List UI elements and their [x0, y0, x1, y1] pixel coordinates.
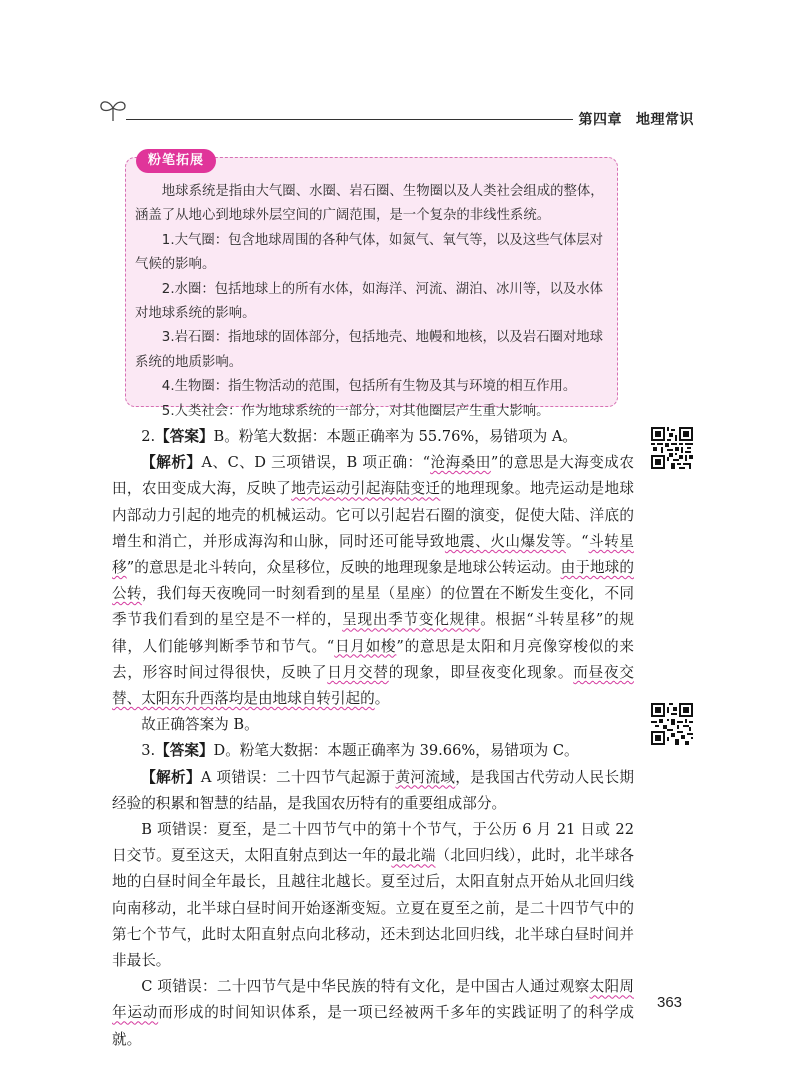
extension-intro: 地球系统是指由大气圈、水圈、岩石圈、生物圈以及人类社会组成的整体，涵盖了从地心到地球外层空间的广阔范围，是一个复杂的非线性系统。 [135, 184, 604, 224]
highlight: 地壳运动引起海陆变迁 [291, 480, 441, 498]
highlight: 由于地球的公转 [112, 559, 634, 603]
text: 的地理现象。地壳运动是地球内部动力引起的地壳的机械运动。它可以引起岩石圈的演变，促使大陆、洋底的增生和消亡，并形成海沟和山脉，同时还可能导致 [112, 480, 634, 550]
highlight: 沧海桑田 [430, 454, 491, 472]
text: ”的意思是北斗转向，众星移位，反映的地理现象是地球公转运动。 [126, 559, 561, 577]
text: B 项错误：夏至，是二十四节气中的第十个节气，于公历 6 月 21 日或 22 日交节。夏至这天，太阳直射点到达一年的 [112, 821, 634, 865]
chapter-number: 第四章 [578, 112, 622, 128]
highlight: 地震、火山爆发等 [444, 532, 566, 550]
q2-answer [112, 424, 634, 450]
page-number: 363 [657, 994, 683, 1011]
extension-item: 3.岩石圈：指地球的固体部分，包括地壳、地幔和地核，以及岩石圈对地球系统的地质影响。 [135, 330, 604, 370]
highlight: 日月如梭 [334, 637, 397, 655]
highlight: 而昼夜交替、太阳东升西落均是由地球自转引起的 [112, 663, 634, 708]
answer-section [112, 424, 634, 1053]
q3-analysis-label: 【解析】 [141, 768, 201, 786]
text: ，我们每天夜晚同一时刻看到的星星（星座）的位置在不断发生变化，不同季节我们看到的星空是不一样的， [112, 585, 634, 629]
text: 。 [374, 690, 390, 708]
chapter-title: 地理常识 [636, 112, 694, 128]
extension-content [135, 180, 609, 424]
extension-tab: 粉笔拓展 [136, 149, 216, 173]
text: ”的意思是太阳和月亮像穿梭似的来去，形容时间过得很快，反映了 [112, 637, 634, 681]
qr-code-icon[interactable] [651, 703, 693, 745]
extension-item: 5.人类社会：作为地球系统的一部分，对其他圈层产生重大影响。 [161, 403, 550, 419]
text: （北回归线），此时，北半球各地的白昼时间全年最长，且越往北越长。夏至过后，太阳直射点开始从北回归线向南移动，北半球白昼时间开始逐渐变短。立夏在夏至之前，是二十四节气中的第七个节气，此时太阳直射点向北移动，还未到达北回归线，北半球白昼时间并非最长。 [112, 847, 634, 970]
highlight: 最北端 [391, 847, 436, 865]
q2-conclusion: 故正确答案为 B。 [141, 716, 259, 734]
q3-number: 3. [141, 742, 156, 760]
highlight: 太阳周年运动 [112, 978, 634, 1022]
q2-number: 2. [141, 428, 156, 445]
highlight: 斗转星移 [112, 532, 634, 577]
extension-item: 2.水圈：包括地球上的所有水体，如海洋、河流、湖泊、冰川等，以及水体对地球系统的影响。 [135, 281, 604, 322]
q3-analysis-a [112, 765, 634, 817]
text: A、C、D 三项错误，B 项正确：“ [201, 454, 431, 472]
extension-item: 4.生物圈：指生物活动的范围，包括所有生物及其与环境的相互作用。 [161, 379, 577, 395]
highlight: 日月交替 [327, 663, 389, 681]
text: ，是我国古代劳动人民长期经验的积累和智慧的结晶，是我国农历特有的重要组成部分。 [112, 768, 634, 812]
text: 。“ [565, 532, 589, 550]
q2-analysis [112, 450, 634, 712]
highlight: 黄河流域 [395, 768, 456, 786]
q2-answer-label: 【答案】 [155, 428, 214, 445]
text: 。根据“斗转星移”的规律，人们能够判断季节和节气。“ [112, 611, 634, 655]
text: 的现象，即昼夜变化现象。 [388, 663, 574, 681]
highlight: 呈现出季节变化规律 [342, 611, 481, 629]
q3-analysis-b [112, 817, 634, 974]
extension-item: 1.大气圈：包含地球周围的各种气体，如氮气、氧气等，以及这些气体层对气候的影响。 [135, 232, 604, 273]
page-header [98, 97, 708, 127]
q3-answer-text: D。粉笔大数据：本题正确率为 39.66%，易错项为 C。 [213, 742, 579, 760]
q3-analysis-c [112, 974, 634, 1053]
text: C 项错误：二十四节气是中华民族的特有文化，是中国古人通过观察 [141, 978, 590, 996]
q2-answer-text: B。粉笔大数据：本题正确率为 55.76%，易错项为 A。 [213, 428, 577, 445]
qr-code-icon[interactable] [651, 427, 693, 469]
sprout-icon [98, 97, 128, 123]
q2-analysis-label: 【解析】 [141, 454, 202, 472]
q3-answer [112, 738, 634, 764]
text: A 项错误：二十四节气起源于 [200, 768, 396, 786]
q3-answer-label: 【答案】 [155, 742, 214, 760]
chapter-heading [573, 109, 695, 129]
text: 而形成的时间知识体系，是一项已经被两千多年的实践证明了的科学成就。 [112, 1004, 634, 1048]
text: ”的意思是大海变成农田，农田变成大海，反映了 [112, 454, 634, 498]
